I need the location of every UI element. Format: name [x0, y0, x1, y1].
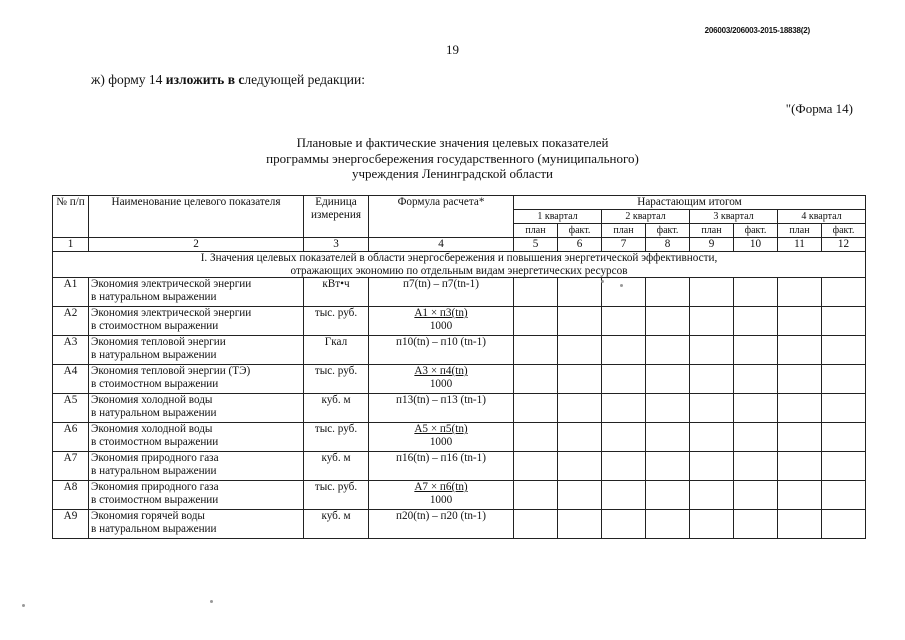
formula-denominator: 1000: [429, 436, 453, 448]
intro-text: [91, 72, 365, 88]
value-cell: [514, 452, 558, 481]
indicator-name: [89, 452, 304, 481]
header-plan: план: [602, 224, 646, 238]
header-quarter-4: 4 квартал: [778, 210, 866, 224]
value-cell: [690, 307, 734, 336]
value-cell: [734, 365, 778, 394]
value-cell: [558, 394, 602, 423]
indicator-name: [89, 481, 304, 510]
value-cell: [514, 365, 558, 394]
unit: тыс. руб.: [304, 481, 369, 510]
row-id: А3: [53, 336, 89, 365]
table-row: [53, 510, 866, 539]
unit: тыс. руб.: [304, 423, 369, 452]
value-cell: [778, 423, 822, 452]
value-cell: [778, 336, 822, 365]
value-cell: [822, 307, 866, 336]
column-number: 9: [690, 238, 734, 252]
scan-dot: [620, 284, 623, 287]
value-cell: [690, 510, 734, 539]
value-cell: [822, 336, 866, 365]
row-id: А8: [53, 481, 89, 510]
formula: [369, 481, 514, 510]
value-cell: [822, 365, 866, 394]
formula-denominator: 1000: [429, 494, 453, 506]
table-row: [53, 278, 866, 307]
value-cell: [514, 307, 558, 336]
header-formula: Формула расчета*: [369, 196, 514, 238]
header-cumulative: Нарастающим итогом: [514, 196, 866, 210]
section-title-line-1: I. Значения целевых показателей в области энергосбережения и повышения энергетической эффективности,: [200, 252, 718, 264]
value-cell: [514, 423, 558, 452]
header-plan: план: [778, 224, 822, 238]
indicator-name-line-1: Экономия холодной воды: [91, 423, 213, 435]
value-cell: [646, 394, 690, 423]
row-id: А7: [53, 452, 89, 481]
column-number: 5: [514, 238, 558, 252]
value-cell: [558, 336, 602, 365]
value-cell: [734, 481, 778, 510]
value-cell: [514, 336, 558, 365]
formula-numerator: п20(tn) – п20 (tn-1): [396, 510, 486, 522]
value-cell: [602, 307, 646, 336]
value-cell: [514, 481, 558, 510]
header-quarter-1: 1 квартал: [514, 210, 602, 224]
header-name: Наименование целевого показателя: [89, 196, 304, 238]
formula-numerator: п13(tn) – п13 (tn-1): [396, 394, 486, 406]
header-num: № п/п: [53, 196, 89, 238]
indicator-name-line-2: в натуральном выражении: [91, 523, 217, 535]
indicators-table: [52, 195, 866, 539]
table-row: [53, 394, 866, 423]
value-cell: [602, 336, 646, 365]
value-cell: [514, 510, 558, 539]
value-cell: [602, 510, 646, 539]
document-id: 206003/206003-2015-18838(2): [704, 26, 810, 35]
column-number: 4: [369, 238, 514, 252]
value-cell: [734, 423, 778, 452]
column-number: 10: [734, 238, 778, 252]
row-id: А5: [53, 394, 89, 423]
unit: куб. м: [304, 510, 369, 539]
intro-suffix: ледующей редакции:: [244, 72, 366, 87]
form-label: "(Форма 14): [785, 101, 853, 116]
title-line-3: учреждения Ленинградской области: [352, 166, 553, 181]
formula: [369, 365, 514, 394]
row-id: А2: [53, 307, 89, 336]
row-id: А1: [53, 278, 89, 307]
indicator-name-line-1: Экономия электрической энергии: [91, 278, 252, 290]
formula: [369, 452, 514, 481]
table-row: [53, 307, 866, 336]
value-cell: [646, 423, 690, 452]
section-title-line-2: отражающих экономию по отдельным видам энергетических ресурсов: [290, 264, 628, 277]
indicator-name-line-1: Экономия холодной воды: [91, 394, 213, 406]
header-plan: план: [514, 224, 558, 238]
value-cell: [602, 365, 646, 394]
value-cell: [690, 394, 734, 423]
value-cell: [778, 365, 822, 394]
table-row: [53, 452, 866, 481]
column-number: 2: [89, 238, 304, 252]
value-cell: [734, 452, 778, 481]
value-cell: [602, 423, 646, 452]
value-cell: [778, 307, 822, 336]
column-numbers-row: [53, 238, 866, 252]
section-title-row: [53, 252, 866, 278]
indicator-name-line-2: в натуральном выражении: [91, 407, 217, 419]
row-id: А9: [53, 510, 89, 539]
indicator-name: [89, 365, 304, 394]
indicator-name: [89, 336, 304, 365]
value-cell: [690, 336, 734, 365]
value-cell: [558, 510, 602, 539]
row-id: А4: [53, 365, 89, 394]
indicator-name-line-2: в стоимостном выражении: [91, 436, 219, 448]
formula-numerator: п7(tn) – п7(tn-1): [403, 278, 479, 290]
value-cell: [646, 510, 690, 539]
header-plan: план: [690, 224, 734, 238]
indicator-name-line-1: Экономия природного газа: [91, 481, 219, 493]
column-number: 11: [778, 238, 822, 252]
intro-prefix: ж) форму 14: [91, 72, 166, 87]
row-id: А6: [53, 423, 89, 452]
value-cell: [646, 278, 690, 307]
table-row: [53, 423, 866, 452]
value-cell: [602, 481, 646, 510]
formula-numerator: п10(tn) – п10 (tn-1): [396, 336, 486, 348]
value-cell: [646, 307, 690, 336]
intro-bold: изложить в с: [165, 72, 245, 87]
value-cell: [822, 423, 866, 452]
indicator-name-line-2: в стоимостном выражении: [91, 494, 219, 506]
value-cell: [602, 278, 646, 307]
title-line-1: Плановые и фактические значения целевых показателей: [296, 135, 609, 150]
indicator-name-line-1: Экономия природного газа: [91, 452, 219, 464]
value-cell: [822, 481, 866, 510]
unit: Гкал: [304, 336, 369, 365]
value-cell: [734, 394, 778, 423]
table-row: [53, 336, 866, 365]
value-cell: [778, 510, 822, 539]
value-cell: [558, 307, 602, 336]
scan-dot: [22, 604, 25, 607]
column-number: 8: [646, 238, 690, 252]
table-row: [53, 365, 866, 394]
value-cell: [734, 278, 778, 307]
unit: куб. м: [304, 394, 369, 423]
value-cell: [690, 423, 734, 452]
page-number: 19: [446, 42, 459, 57]
value-cell: [822, 452, 866, 481]
header-quarter-3: 3 квартал: [690, 210, 778, 224]
value-cell: [690, 481, 734, 510]
header-fact: факт.: [558, 224, 602, 238]
indicator-name: [89, 423, 304, 452]
header-fact: факт.: [646, 224, 690, 238]
indicator-name-line-1: Экономия горячей воды: [91, 510, 205, 522]
column-number: 6: [558, 238, 602, 252]
header-fact: факт.: [734, 224, 778, 238]
indicator-name: [89, 510, 304, 539]
indicator-name-line-2: в стоимостном выражении: [91, 378, 219, 390]
column-number: 3: [304, 238, 369, 252]
title-line-2: программы энергосбережения государственного (муниципального): [266, 150, 639, 166]
value-cell: [690, 278, 734, 307]
indicator-name-line-1: Экономия электрической энергии: [91, 307, 252, 319]
formula-numerator: А5 × п5(tn): [414, 423, 468, 435]
scan-dot: [210, 600, 213, 603]
value-cell: [822, 394, 866, 423]
indicator-name-line-2: в натуральном выражении: [91, 465, 217, 477]
column-number: 1: [53, 238, 89, 252]
formula-denominator: 1000: [429, 320, 453, 332]
value-cell: [646, 336, 690, 365]
indicator-name: [89, 394, 304, 423]
unit: кВт•ч: [304, 278, 369, 307]
value-cell: [646, 481, 690, 510]
indicator-name: [89, 278, 304, 307]
unit: тыс. руб.: [304, 307, 369, 336]
column-number: 12: [822, 238, 866, 252]
formula: [369, 394, 514, 423]
indicator-name-line-1: Экономия тепловой энергии: [91, 336, 226, 348]
formula-denominator: 1000: [429, 378, 453, 390]
scan-dot: [601, 280, 604, 283]
value-cell: [734, 336, 778, 365]
formula-numerator: А3 × п4(tn): [414, 365, 468, 377]
value-cell: [778, 452, 822, 481]
unit: тыс. руб.: [304, 365, 369, 394]
value-cell: [778, 481, 822, 510]
value-cell: [558, 481, 602, 510]
value-cell: [646, 365, 690, 394]
table-title: [0, 135, 905, 182]
value-cell: [690, 452, 734, 481]
header-quarter-2: 2 квартал: [602, 210, 690, 224]
value-cell: [778, 278, 822, 307]
formula-numerator: п16(tn) – п16 (tn-1): [396, 452, 486, 464]
value-cell: [602, 452, 646, 481]
indicator-name-line-1: Экономия тепловой энергии (ТЭ): [91, 365, 251, 377]
formula: [369, 278, 514, 307]
formula-numerator: А7 × п6(tn): [414, 481, 468, 493]
table-row: [53, 481, 866, 510]
indicator-name: [89, 307, 304, 336]
value-cell: [514, 278, 558, 307]
value-cell: [558, 423, 602, 452]
value-cell: [602, 394, 646, 423]
formula: [369, 336, 514, 365]
header-fact: факт.: [822, 224, 866, 238]
value-cell: [646, 452, 690, 481]
formula-numerator: А1 × п3(tn): [414, 307, 468, 319]
value-cell: [778, 394, 822, 423]
section-title: [53, 252, 866, 278]
unit: куб. м: [304, 452, 369, 481]
indicator-name-line-2: в натуральном выражении: [91, 349, 217, 361]
indicator-name-line-2: в стоимостном выражении: [91, 320, 219, 332]
value-cell: [690, 365, 734, 394]
value-cell: [558, 452, 602, 481]
column-number: 7: [602, 238, 646, 252]
header-unit: Единица измерения: [304, 196, 369, 238]
indicator-name-line-2: в натуральном выражении: [91, 291, 217, 303]
formula: [369, 307, 514, 336]
value-cell: [558, 278, 602, 307]
value-cell: [514, 394, 558, 423]
formula: [369, 423, 514, 452]
value-cell: [558, 365, 602, 394]
value-cell: [734, 307, 778, 336]
value-cell: [822, 278, 866, 307]
value-cell: [734, 510, 778, 539]
formula: [369, 510, 514, 539]
value-cell: [822, 510, 866, 539]
